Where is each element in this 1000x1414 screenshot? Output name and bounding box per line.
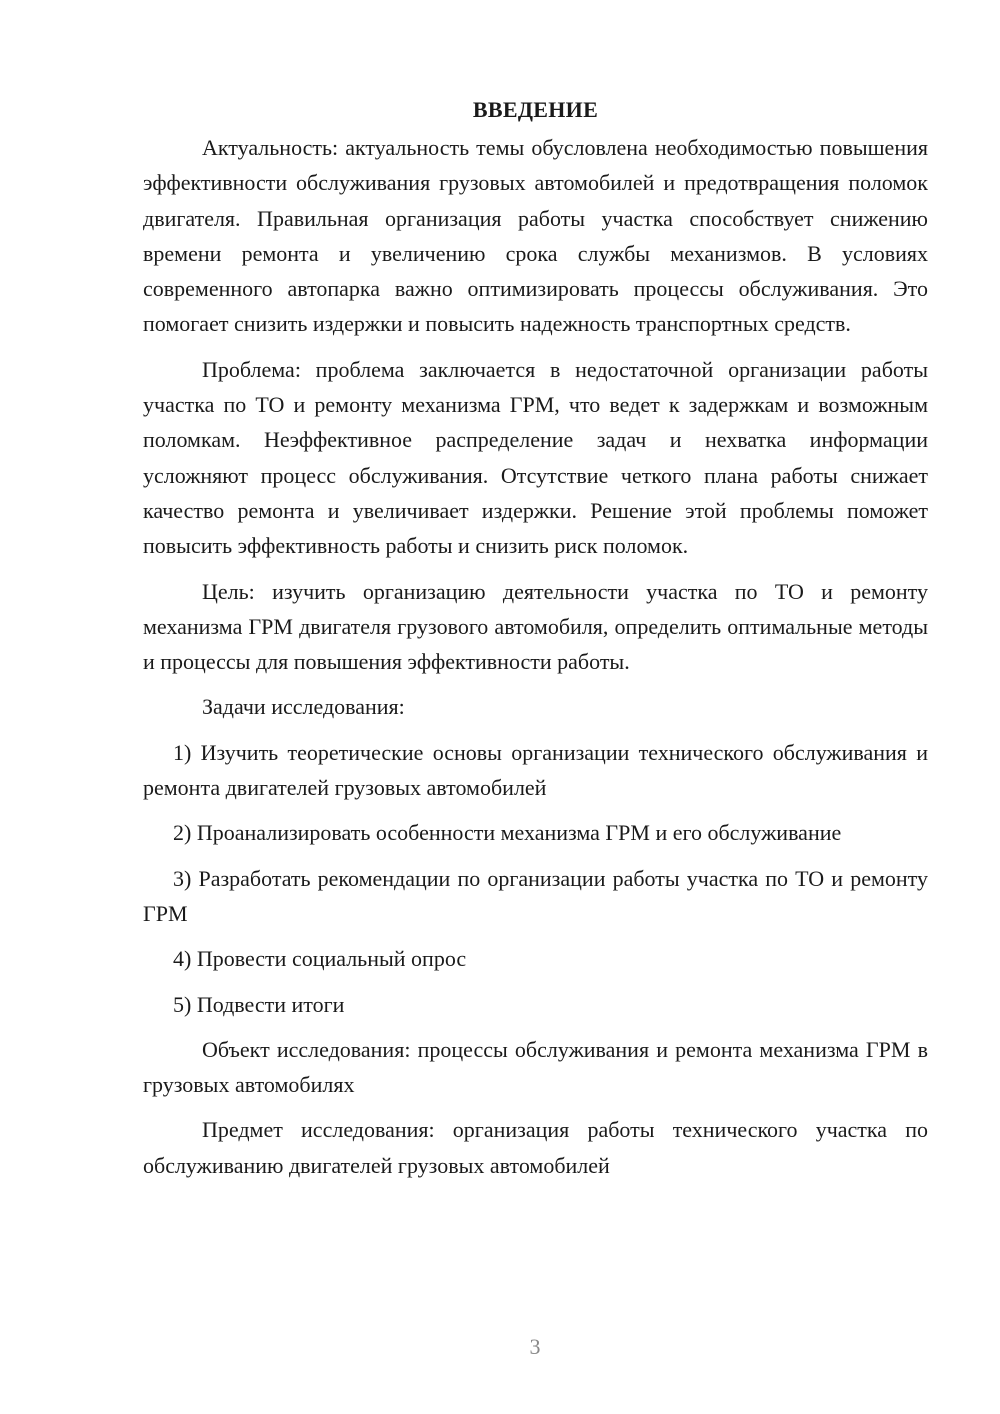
- task-item: 2) Проанализировать особенности механизма ГРМ и его обслуживание: [173, 820, 842, 846]
- relevance-paragraph: Актуальность: актуальность темы обусловлена необходимостью повышения эффективности обслуживания грузовых автомобилей и предотвращения поломок двигателя. Правильная организация работы участка способствует снижению времени ремонта и увеличению срока службы механизмов. В условиях современного автопарка важно оптимизировать процессы обслуживания. Это помогает снизить издержки и повысить надежность транспортных средств.: [143, 135, 928, 337]
- section-title: ВВЕДЕНИЕ: [472, 97, 599, 122]
- task-item: 5) Подвести итоги: [173, 991, 345, 1017]
- goal-paragraph: Цель: изучить организацию деятельности участка по ТО и ремонту механизма ГРМ двигателя грузового автомобиля, определить оптимальные методы и процессы для повышения эффективности работы.: [143, 578, 928, 675]
- task-item: 3) Разработать рекомендации по организации работы участка по ТО и ремонту ГРМ: [143, 865, 928, 926]
- task-item: 4) Провести социальный опрос: [173, 946, 467, 972]
- document-page: [143, 92, 928, 1193]
- task-item: 1) Изучить теоретические основы организации технического обслуживания и ремонта двигателей грузовых автомобилей: [143, 739, 928, 801]
- tasks-list: [143, 735, 928, 1022]
- tasks-heading: Задачи исследования:: [202, 694, 405, 720]
- page-number: 3: [529, 1334, 541, 1359]
- object-paragraph: Объект исследования: процессы обслуживания и ремонта механизма ГРМ в грузовых автомобилях: [143, 1036, 928, 1098]
- subject-paragraph: Предмет исследования: организация работы технического участка по обслуживанию двигателей грузовых автомобилей: [143, 1117, 928, 1178]
- problem-paragraph: Проблема: проблема заключается в недостаточной организации работы участка по ТО и ремонту механизма ГРМ, что ведет к задержкам и возможным поломкам. Неэффективное распределение задач и нехватка информации усложняют процесс обслуживания. Отсутствие четкого плана работы снижает качество ремонта и увеличивает издержки. Решение этой проблемы поможет повысить эффективность работы и снизить риск поломок.: [143, 356, 928, 559]
